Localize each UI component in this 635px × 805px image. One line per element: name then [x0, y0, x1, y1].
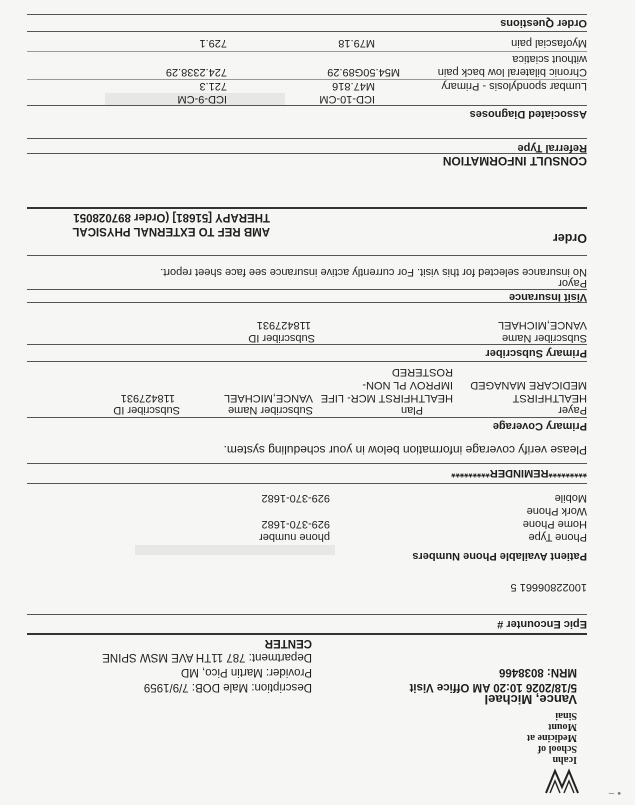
divider: [27, 79, 587, 80]
divider: [27, 207, 587, 209]
diag-icd9: 721.3: [199, 80, 227, 92]
scan-smudge: [135, 545, 335, 555]
order-label: Order: [552, 231, 587, 245]
patient-description: Description: Male DOB: 7/9/1959: [143, 681, 312, 693]
divider: [27, 138, 587, 139]
diag-icd10: M54.50G89.29: [327, 66, 400, 78]
phone-number-header: phone number: [259, 531, 330, 543]
divider: [27, 483, 587, 484]
department-cont: CENTER: [264, 637, 312, 649]
header-divider: [27, 633, 587, 635]
patient-name: Vance, Michael: [484, 692, 577, 707]
mount-sinai-logo: [545, 767, 579, 797]
subscriber-name: VANCE,MICHAEL: [497, 319, 587, 331]
divider: [27, 344, 587, 345]
coverage-header-payer: Payer: [558, 404, 587, 416]
coverage-payer: HEALTHFIRST MEDICARE MANAGED: [470, 379, 587, 404]
divider: [27, 255, 587, 256]
provider: Provider: Martin Pico, MD: [180, 666, 312, 678]
reminder-title: *********REMINDER*********: [451, 467, 587, 479]
divider: [27, 105, 587, 106]
logo-mark-icon: [545, 767, 579, 797]
coverage-header-plan: Plan: [400, 404, 423, 416]
logo-text: Icahn School of Medicine at Mount Sinai: [526, 710, 577, 765]
phones-title: Patient Available Phone Numbers: [412, 550, 587, 562]
phone-type-header: Phone Type: [528, 531, 587, 543]
diag-icd9: 729.1: [199, 37, 227, 49]
diag-name: Lumbar spondylosis - Primary: [441, 80, 587, 92]
order-line-2: THERAPY [51681] (Order 897028051: [73, 211, 270, 223]
phone-type-row: Work Phone: [526, 505, 587, 517]
corner-mark: • ~: [608, 787, 621, 799]
phone-type-row: Home Phone: [522, 518, 587, 530]
visit-line: 5/18/2026 10:20 AM Office Visit: [409, 681, 577, 693]
divider: [27, 417, 587, 418]
epic-encounter-label: Epic Encounter #: [497, 618, 587, 630]
diag-header-icd10: ICD-10-CM: [319, 93, 375, 105]
coverage-subscriber-id: 118427931: [120, 392, 175, 404]
phone-number-row: 929-370-1682: [261, 518, 330, 530]
diag-icd9: 724.2338.29: [165, 66, 227, 78]
consult-title: CONSULT INFORMATION: [442, 154, 587, 168]
diag-icd10: M79.18: [338, 37, 375, 49]
visit-insurance-text: No insurance selected for this visit. For currently active insurance see face sheet report.: [160, 266, 587, 278]
divider: [27, 361, 587, 362]
coverage-plan: HEALTHFIRST MCR- LIFE IMPROV PL NON- ROSTERED: [320, 366, 453, 404]
divider: [27, 153, 587, 154]
department: Department: 787 11TH AVE MSW SPINE: [102, 651, 312, 663]
scan-smudge: [105, 93, 285, 105]
diag-icd10: M47.816: [332, 80, 375, 92]
coverage-header-subscriber-id: Subscriber ID: [113, 404, 180, 416]
phone-type-row: Mobile: [554, 492, 587, 504]
referral-type-label: Referral Type: [517, 142, 587, 154]
order-questions-title: Order Questions: [500, 17, 587, 29]
diag-name: Myofascial pain: [511, 37, 587, 49]
mrn: MRN: 8038466: [499, 666, 577, 678]
divider: [27, 51, 587, 52]
subscriber-id: 118427931: [256, 319, 311, 331]
payor-header: Payor: [558, 277, 587, 289]
primary-coverage-title: Primary Coverage: [492, 420, 587, 432]
epic-encounter-value: 10022806661 5: [510, 581, 587, 593]
divider: [27, 14, 587, 15]
coverage-header-subscriber-name: Subscriber Name: [228, 404, 313, 416]
diag-header-icd9: ICD-9-CM: [177, 93, 227, 105]
subscriber-header-id: Subscriber ID: [248, 332, 315, 344]
diagnoses-title: Associated Diagnoses: [469, 108, 587, 120]
subscriber-header-name: Subscriber Name: [502, 332, 587, 344]
visit-insurance-title: Visit Insurance: [508, 291, 587, 303]
order-line-1: AMB REF TO EXTERNAL PHYSICAL: [72, 225, 270, 237]
divider: [27, 302, 587, 303]
diag-name: Chronic bilateral low back pain without sciatica: [437, 53, 587, 78]
divider: [27, 289, 587, 290]
coverage-subscriber-name: VANCE,MICHAEL: [223, 392, 313, 404]
reminder-text: Please verify coverage information below in your scheduling system.: [223, 443, 587, 457]
phone-number-row: 929-370-1682: [261, 492, 330, 504]
divider: [27, 31, 587, 32]
divider: [27, 614, 587, 615]
divider: [27, 463, 587, 464]
primary-subscriber-title: Primary Subscriber: [485, 347, 587, 359]
